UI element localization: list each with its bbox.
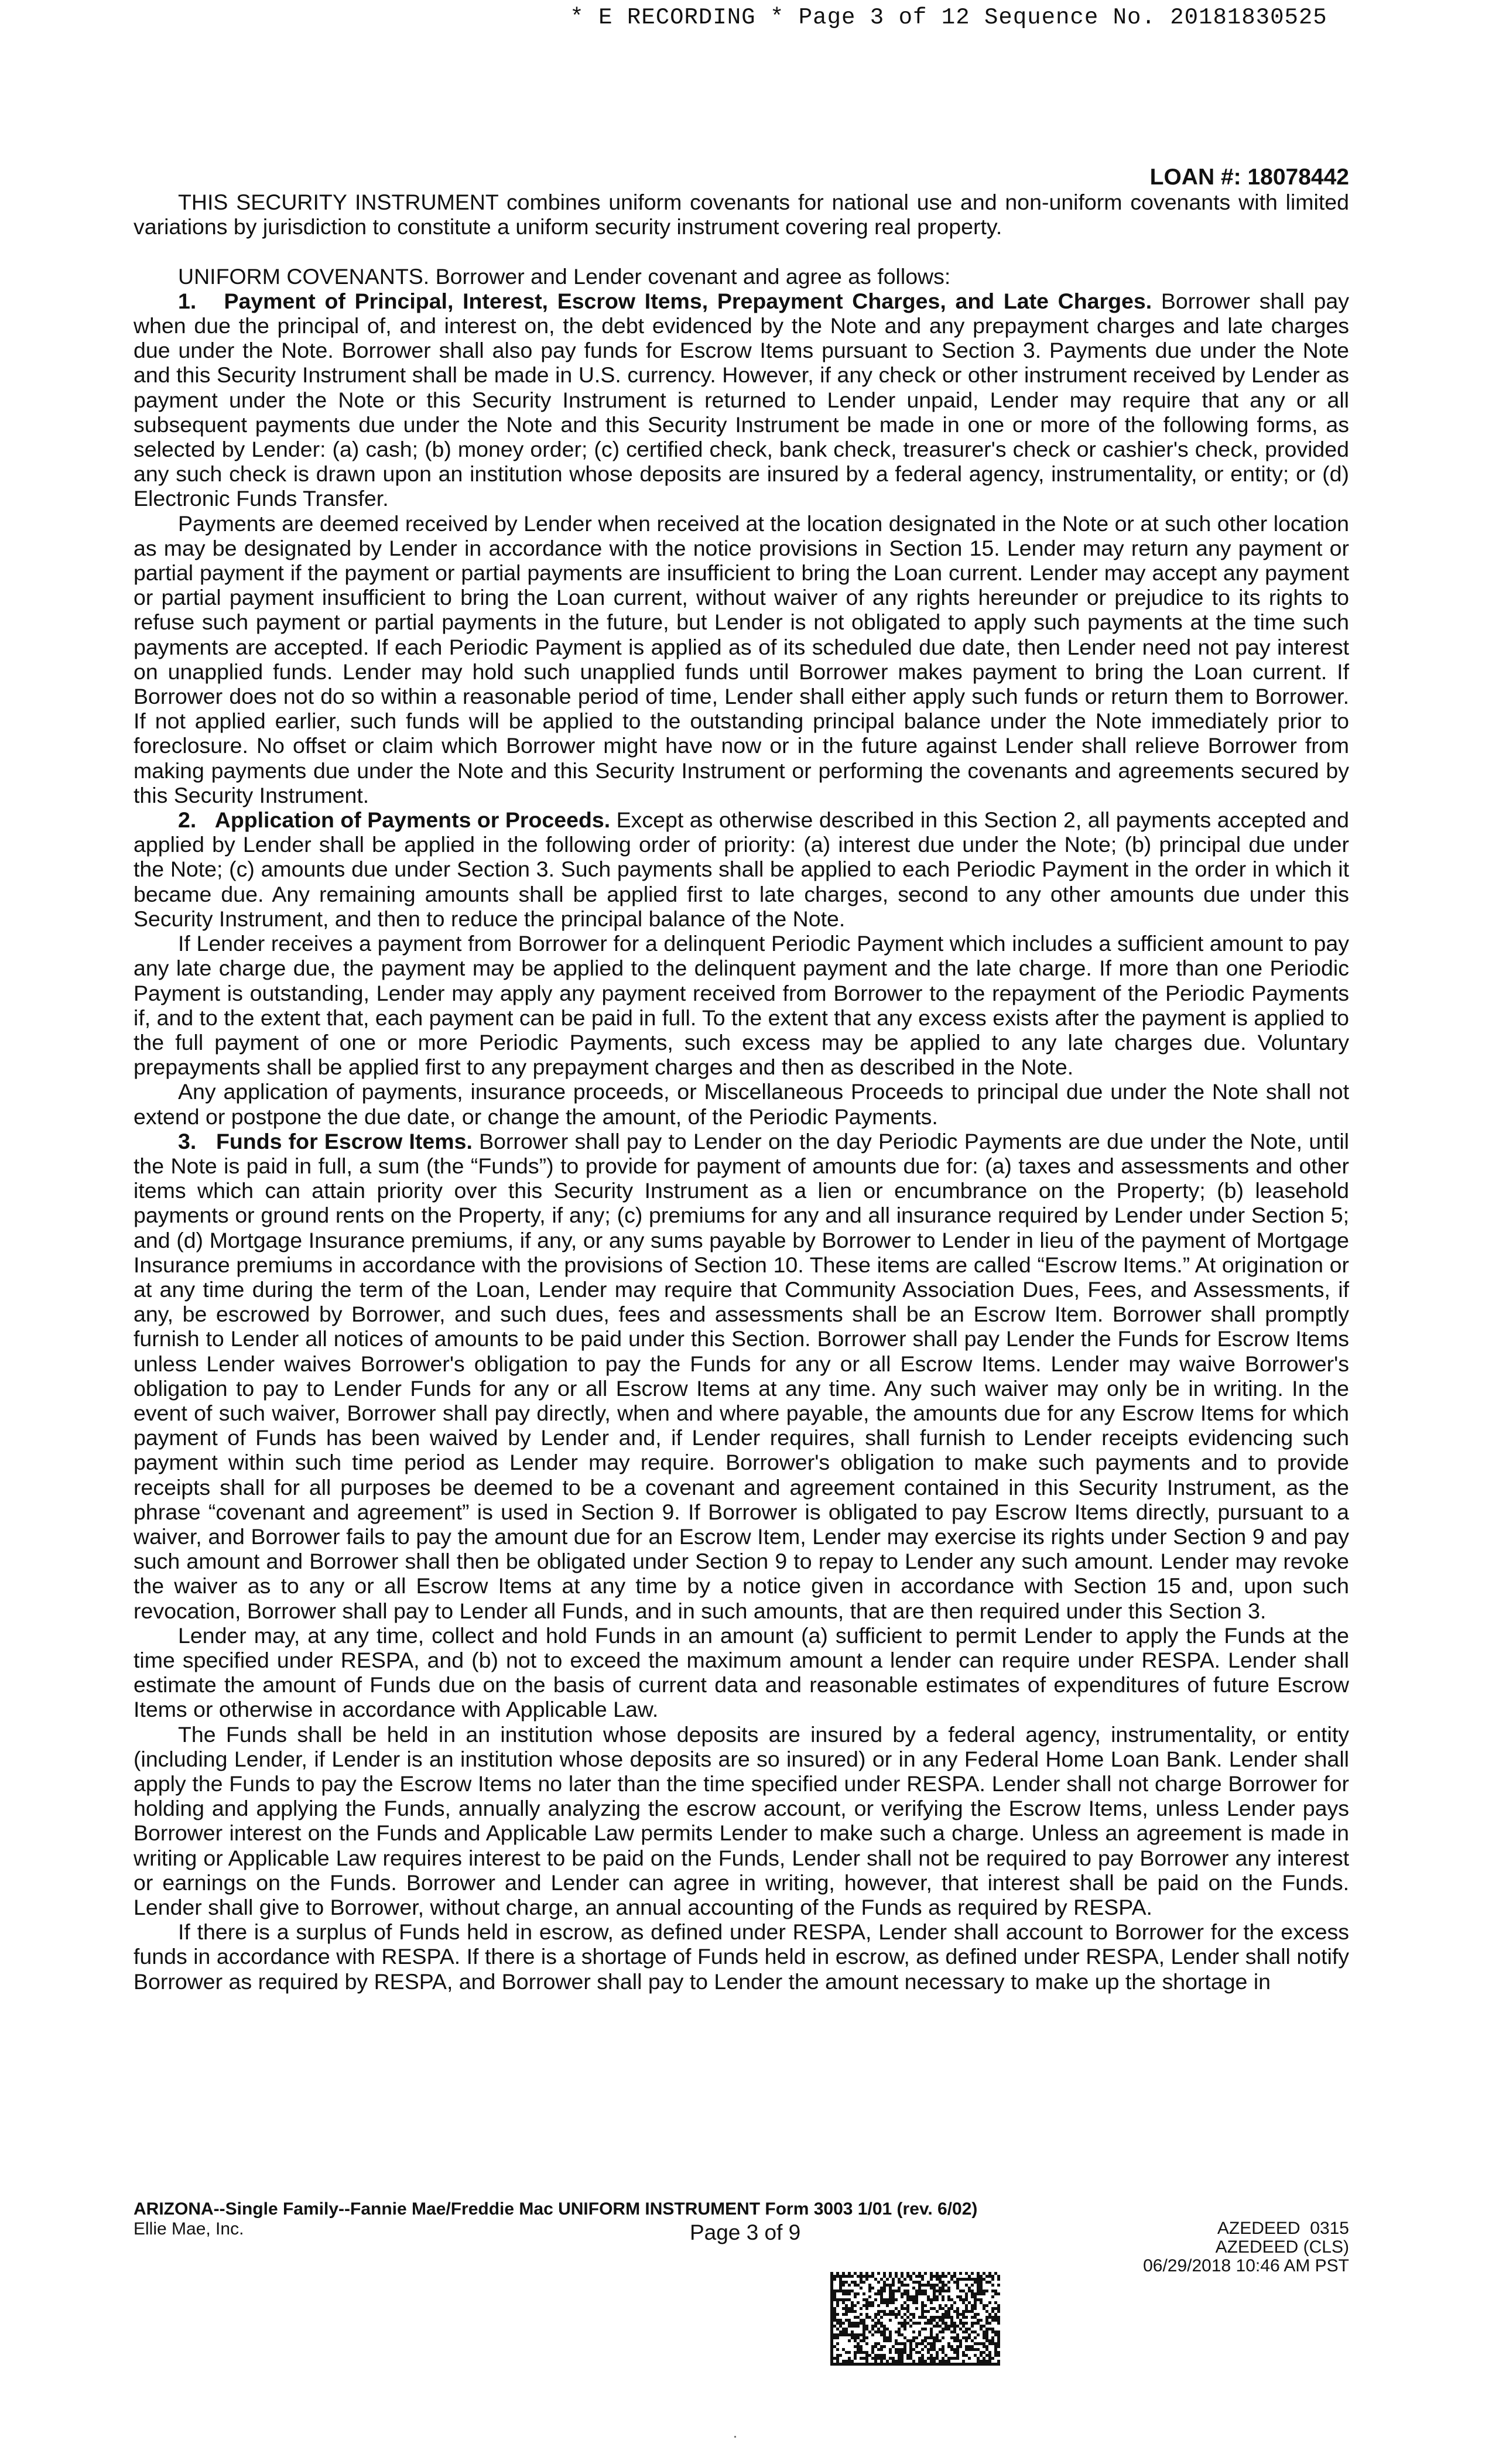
section-2 bbox=[134, 807, 1349, 931]
section-3-number: 3. bbox=[178, 1128, 197, 1154]
document-codes bbox=[1143, 2219, 1349, 2275]
section-1-paragraph-2: Payments are deemed received by Lender when received at the location designated in the Note or at such other location as may be designated by Lender in accordance with the notice provisions in Section 15. Lender may return any payment or partial payment if the payment or partial payments are insufficient to bring the Loan current. Lender may accept any payment or partial payment insufficient to bring the Loan current, without waiver of any rights hereunder or prejudice to its rights to refuse such payment or partial payments in the future, but Lender is not obligated to apply such payments at the time such payments are accepted. If each Periodic Payment is applied as of its scheduled due date, then Lender need not pay interest on unapplied funds. Lender may hold such unapplied funds until Borrower makes payment to bring the Loan current. If Borrower does not do so within a reasonable period of time, Lender shall either apply such funds or return them to Borrower. If not applied earlier, such funds will be applied to the outstanding principal balance under the Note immediately prior to foreclosure. No offset or claim which Borrower might have now or in the future against Lender shall relieve Borrower from making payments due under the Note and this Security Instrument or performing the covenants and agreements secured by this Security Instrument. bbox=[134, 511, 1349, 807]
section-2-title: Application of Payments or Proceeds. bbox=[214, 807, 611, 833]
print-timestamp: 06/29/2018 10:46 AM PST bbox=[1143, 2256, 1349, 2275]
publisher: Ellie Mae, Inc. bbox=[134, 2219, 244, 2239]
recording-header: * E RECORDING * Page 3 of 12 Sequence No. 20181830525 bbox=[570, 5, 1327, 30]
section-2-number: 2. bbox=[178, 807, 197, 833]
section-1 bbox=[134, 289, 1349, 511]
page-footer bbox=[134, 2199, 1349, 2290]
section-3-paragraph-2: Lender may, at any time, collect and hold Funds in an amount (a) sufficient to permit Lender to apply the Funds at the time specified under RESPA, and (b) not to exceed the maximum amount a lender can require under RESPA. Lender shall estimate the amount of Funds due on the basis of current data and reasonable estimates of expenditures of future Escrow Items or otherwise in accordance with Applicable Law. bbox=[134, 1623, 1349, 1722]
section-3-title: Funds for Escrow Items. bbox=[215, 1128, 473, 1154]
section-2-paragraph-3: Any application of payments, insurance proceeds, or Miscellaneous Proceeds to principal due under the Note shall not extend or postpone the due date, or change the amount, of the Periodic Payments. bbox=[134, 1079, 1349, 1129]
barcode-icon bbox=[830, 2272, 1000, 2366]
section-3-paragraph-4: If there is a surplus of Funds held in escrow, as defined under RESPA, Lender shall account to Borrower for the excess funds in accordance with RESPA. If there is a shortage of Funds held in escrow, as defined under RESPA, Lender shall notify Borrower as required by RESPA, and Borrower shall pay to Lender the amount necessary to make up the shortage in bbox=[134, 1919, 1349, 1994]
uniform-covenants-heading: UNIFORM COVENANTS. Borrower and Lender covenant and agree as follows: bbox=[178, 263, 951, 289]
section-1-title: Payment of Principal, Interest, Escrow Items, Prepayment Charges, and Late Charges. bbox=[224, 288, 1152, 313]
form-code-cls: AZEDEED (CLS) bbox=[1215, 2237, 1349, 2257]
intro-paragraph: THIS SECURITY INSTRUMENT combines uniform covenants for national use and non-uniform covenants with limited variations by jurisdiction to constitute a uniform security instrument covering real property. bbox=[134, 190, 1349, 239]
section-1-text: Borrower shall pay when due the principal of, and interest on, the debt evidenced by the Note and any prepayment charges and late charges due under the Note. Borrower shall also pay funds for Escrow Items pursuant to Section 3. Payments due under the Note and this Security Instrument shall be made in U.S. currency. However, if any check or other instrument received by Lender as payment under the Note or this Security Instrument is returned to Lender unpaid, Lender may require that any or all subsequent payments due under the Note and this Security Instrument be made in one or more of the following forms, as selected by Lender: (a) cash; (b) money order; (c) certified check, bank check, treasurer's check or cashier's check, provided any such check is drawn upon an institution whose deposits are insured by a federal agency, instrumentality, or entity; or (d) Electronic Funds Transfer. bbox=[134, 288, 1349, 511]
section-3 bbox=[134, 1129, 1349, 1623]
scan-speck bbox=[734, 2436, 736, 2438]
form-identifier: ARIZONA--Single Family--Fannie Mae/Freddie Mac UNIFORM INSTRUMENT Form 3003 1/01 (rev. 6/02) bbox=[134, 2199, 978, 2219]
loan-number bbox=[134, 165, 1349, 190]
document-body bbox=[134, 165, 1349, 1994]
page-number: Page 3 of 9 bbox=[690, 2220, 801, 2244]
loan-number-label: LOAN #: bbox=[1149, 165, 1241, 190]
section-1-number: 1. bbox=[178, 288, 197, 313]
section-3-paragraph-3: The Funds shall be held in an institution whose deposits are insured by a federal agency, instrumentality, or entity (including Lender, if Lender is an institution whose deposits are so insured) or in any Federal Home Loan Bank. Lender shall apply the Funds to pay the Escrow Items no later than the time specified under RESPA. Lender shall not charge Borrower for holding and applying the Funds, annually analyzing the escrow account, or verifying the Escrow Items, unless Lender pays Borrower interest on the Funds and Applicable Law permits Lender to make such a charge. Unless an agreement is made in writing or Applicable Law requires interest to be paid on the Funds, Lender shall not be required to pay Borrower any interest or earnings on the Funds. Borrower and Lender can agree in writing, however, that interest shall be paid on the Funds. Lender shall give to Borrower, without charge, an annual accounting of the Funds as required by RESPA. bbox=[134, 1722, 1349, 1920]
section-2-paragraph-2: If Lender receives a payment from Borrower for a delinquent Periodic Payment which includes a sufficient amount to pay any late charge due, the payment may be applied to the delinquent payment and the late charge. If more than one Periodic Payment is outstanding, Lender may apply any payment received from Borrower to the repayment of the Periodic Payments if, and to the extent that, each payment can be paid in full. To the extent that any excess exists after the payment is applied to the full payment of one or more Periodic Payments, such excess may be applied to any late charges due. Voluntary prepayments shall be applied first to any prepayment charges and then as described in the Note. bbox=[134, 931, 1349, 1080]
form-code: AZEDEED 0315 bbox=[1217, 2219, 1349, 2238]
section-3-text: Borrower shall pay to Lender on the day Periodic Payments are due under the Note, until the Note is paid in full, a sum (the “Funds”) to provide for payment of amounts due for: (a) taxes and assessments and other items which can attain priority over this Security Instrument as a lien or encumbrance on the Property; (b) leasehold payments or ground rents on the Property, if any; (c) premiums for any and all insurance required by Lender under Section 5; and (d) Mortgage Insurance premiums, if any, or any sums payable by Borrower to Lender in lieu of the payment of Mortgage Insurance premiums in accordance with the provisions of Section 10. These items are called “Escrow Items.” At origination or at any time during the term of the Loan, Lender may require that Community Association Dues, Fees, and Assessments, if any, be escrowed by Borrower, and such dues, fees and assessments shall be an Escrow Item. Borrower shall promptly furnish to Lender all notices of amounts to be paid under this Section. Borrower shall pay Lender the Funds for Escrow Items unless Lender waives Borrower's obligation to pay the Funds for any or all Escrow Items. Lender may waive Borrower's obligation to pay to Lender Funds for any or all Escrow Items at any time. Any such waiver may only be in writing. In the event of such waiver, Borrower shall pay directly, when and where payable, the amounts due for any Escrow Items for which payment of Funds has been waived by Lender and, if Lender requires, shall furnish to Lender receipts evidencing such payment within such time period as Lender may require. Borrower's obligation to make such payments and to provide receipts shall for all purposes be deemed to be a covenant and agreement contained in this Security Instrument, as the phrase “covenant and agreement” is used in Section 9. If Borrower is obligated to pay Escrow Items directly, pursuant to a waiver, and Borrower fails to pay the amount due for an Escrow Item, Lender may exercise its rights under Section 9 and pay such amount and Borrower shall then be obligated under Section 9 to repay to Lender any such amount. Lender may revoke the waiver as to any or all Escrow Items at any time by a notice given in accordance with Section 15 and, upon such revocation, Borrower shall pay to Lender all Funds, and in such amounts, that are then required under this Section 3. bbox=[134, 1128, 1350, 1623]
section-2-text: Except as otherwise described in this Section 2, all payments accepted and applied by Lender shall be applied in the following order of priority: (a) interest due under the Note; (b) principal due under the Note; (c) amounts due under Section 3. Such payments shall be applied to each Periodic Payment in the order in which it became due. Any remaining amounts shall be applied first to late charges, second to any other amounts due under this Security Instrument, and then to reduce the principal balance of the Note. bbox=[134, 807, 1350, 931]
loan-number-value: 18078442 bbox=[1247, 165, 1349, 190]
